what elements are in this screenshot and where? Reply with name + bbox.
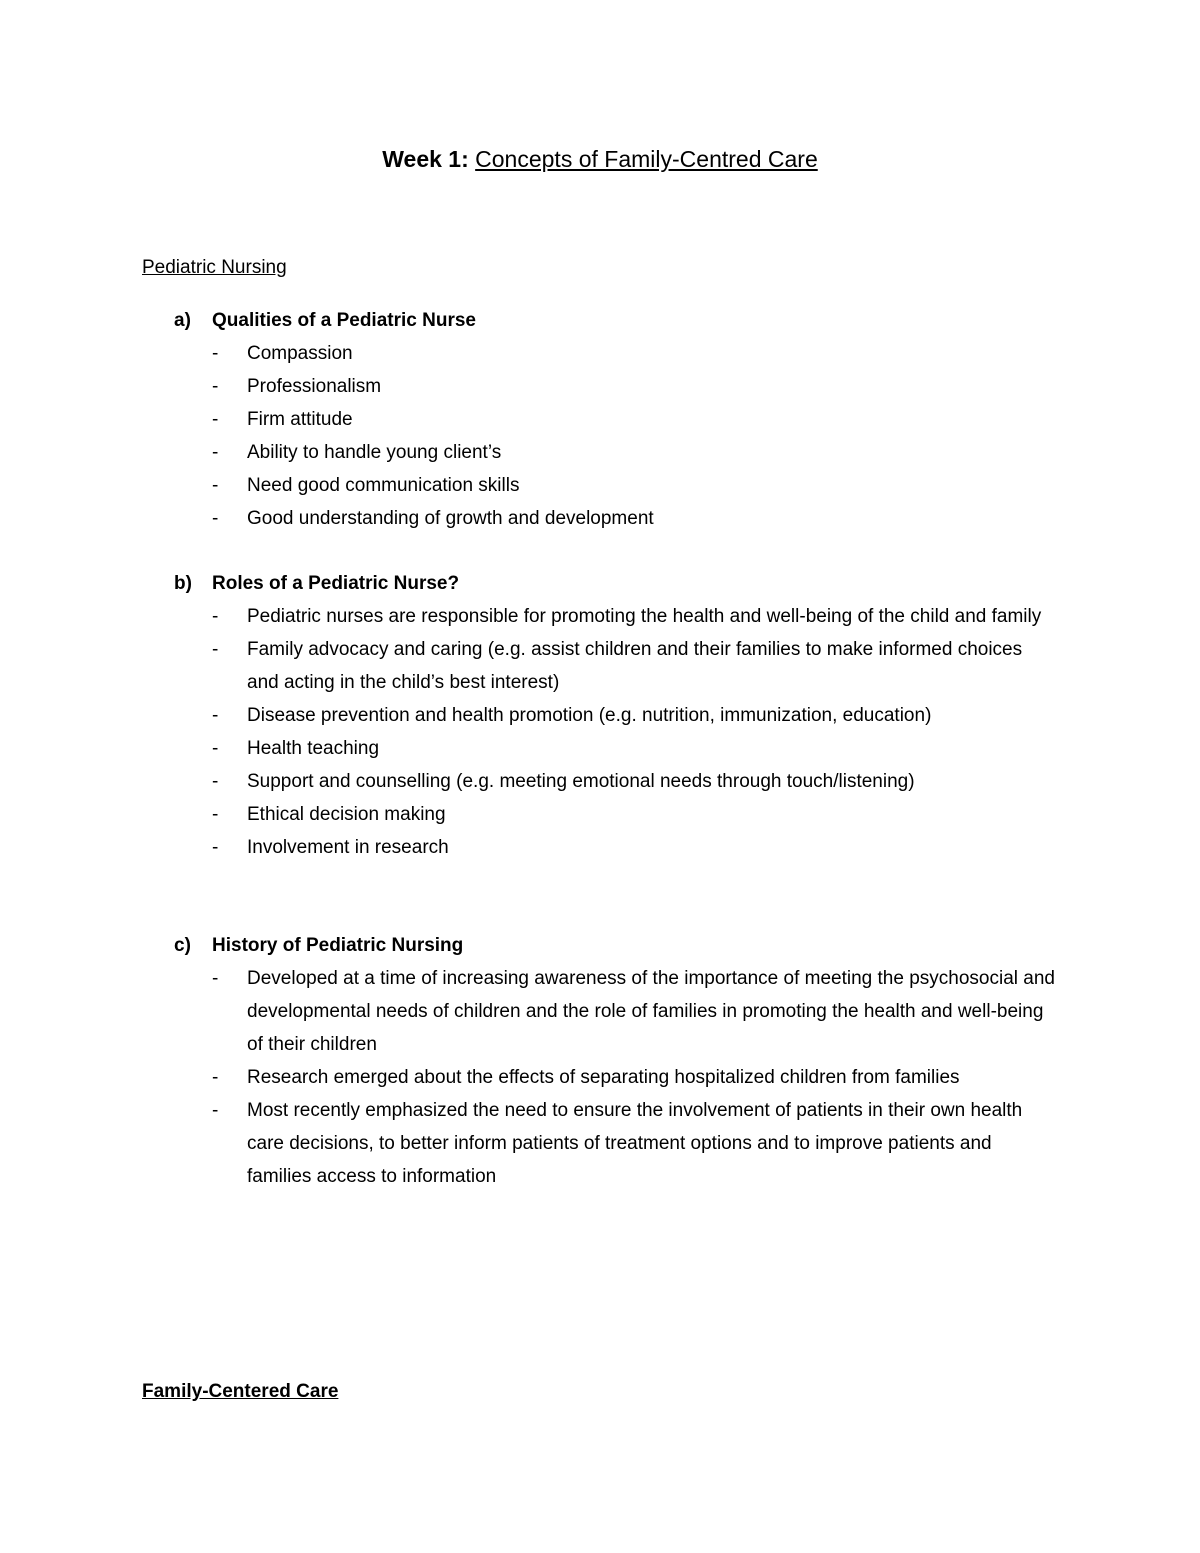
subsection-heading-text: History of Pediatric Nursing bbox=[212, 935, 464, 956]
bullet-dash: - bbox=[212, 968, 219, 989]
list-item: - Ethical decision making bbox=[174, 798, 1057, 831]
list-item: - Family advocacy and caring (e.g. assist children and their families to make informed choices and acting in the child’s best interest) bbox=[174, 633, 1057, 699]
list-item: - Most recently emphasized the need to ensure the involvement of patients in their own health care decisions, to better inform patients of treatment options and to improve patients and families access to information bbox=[174, 1094, 1057, 1193]
bullet-dash: - bbox=[212, 771, 219, 792]
section-heading-family-centered-care: Family-Centered Care bbox=[142, 1381, 339, 1402]
bullet-dash: - bbox=[212, 409, 219, 430]
subsection-heading-text: Roles of a Pediatric Nurse? bbox=[212, 573, 460, 594]
subsection-heading bbox=[174, 567, 1074, 600]
subsection-heading-text: Qualities of a Pediatric Nurse bbox=[212, 310, 476, 331]
subsection-roles bbox=[174, 567, 1074, 864]
list-item: - Pediatric nurses are responsible for promoting the health and well-being of the child and family bbox=[174, 600, 1057, 633]
bullet-dash: - bbox=[212, 639, 219, 660]
bullet-list bbox=[174, 337, 1074, 535]
title-week-label: Week 1: bbox=[382, 146, 469, 172]
bullet-dash: - bbox=[212, 442, 219, 463]
list-item: - Developed at a time of increasing awareness of the importance of meeting the psychosocial and developmental needs of children and the role of families in promoting the health and well-being of their children bbox=[174, 962, 1057, 1061]
subsection-history bbox=[174, 929, 1074, 1193]
subsection-heading bbox=[174, 304, 1074, 337]
bullet-dash: - bbox=[212, 837, 219, 858]
subsection-heading bbox=[174, 929, 1074, 962]
bullet-dash: - bbox=[212, 606, 219, 627]
list-item: - Need good communication skills bbox=[174, 469, 1057, 502]
bullet-dash: - bbox=[212, 508, 219, 529]
bullet-dash: - bbox=[212, 376, 219, 397]
bullet-dash: - bbox=[212, 475, 219, 496]
bullet-dash: - bbox=[212, 1067, 219, 1088]
bullet-list bbox=[174, 600, 1074, 864]
bullet-dash: - bbox=[212, 738, 219, 759]
bullet-dash: - bbox=[212, 1100, 219, 1121]
subsection-letter: a) bbox=[174, 310, 191, 331]
subsection-letter: b) bbox=[174, 573, 192, 594]
subsection-qualities bbox=[174, 304, 1074, 535]
subsection-letter: c) bbox=[174, 935, 191, 956]
list-item: - Professionalism bbox=[174, 370, 1057, 403]
bullet-dash: - bbox=[212, 343, 219, 364]
list-item: - Ability to handle young client’s bbox=[174, 436, 1057, 469]
list-item: - Good understanding of growth and development bbox=[174, 502, 1057, 535]
list-item: - Health teaching bbox=[174, 732, 1057, 765]
list-item: - Disease prevention and health promotion (e.g. nutrition, immunization, education) bbox=[174, 699, 1057, 732]
section-heading-pediatric-nursing: Pediatric Nursing bbox=[142, 257, 287, 278]
list-item: - Compassion bbox=[174, 337, 1057, 370]
bullet-list bbox=[174, 962, 1074, 1193]
list-item: - Firm attitude bbox=[174, 403, 1057, 436]
title-topic: Concepts of Family-Centred Care bbox=[475, 146, 818, 172]
list-item: - Support and counselling (e.g. meeting emotional needs through touch/listening) bbox=[174, 765, 1057, 798]
page-title bbox=[0, 143, 1200, 175]
bullet-dash: - bbox=[212, 804, 219, 825]
list-item: - Research emerged about the effects of separating hospitalized children from families bbox=[174, 1061, 1057, 1094]
list-item: - Involvement in research bbox=[174, 831, 1057, 864]
bullet-dash: - bbox=[212, 705, 219, 726]
